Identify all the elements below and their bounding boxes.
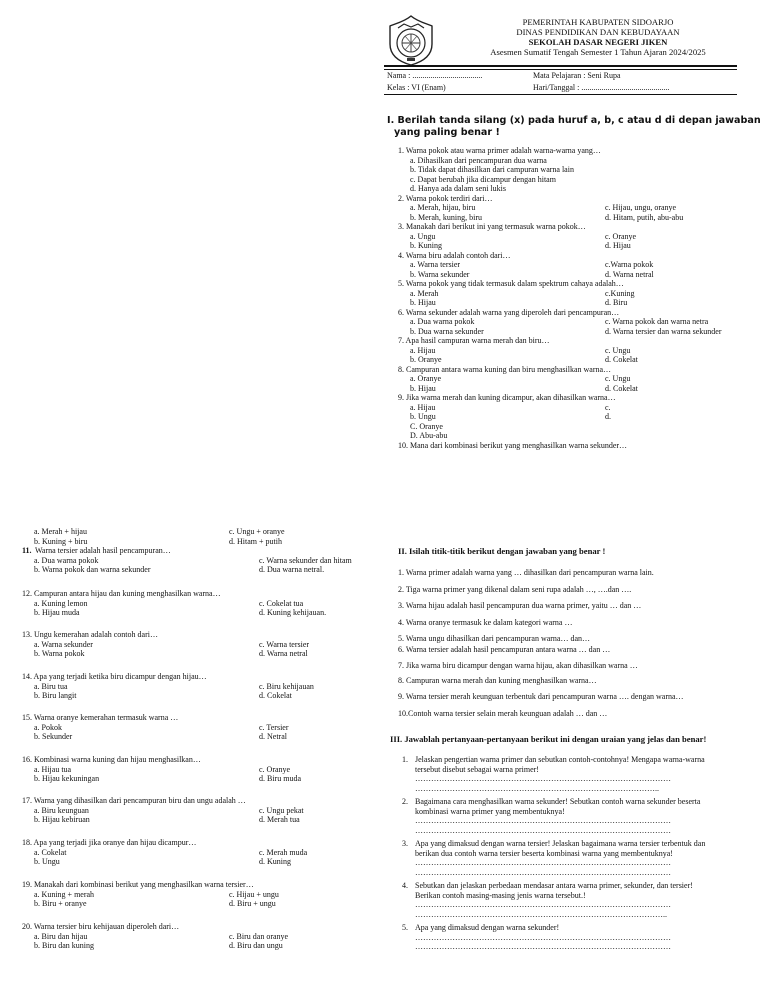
- option-b: b. Merah, kuning, biru: [410, 212, 482, 222]
- essay-text: Apa yang dimaksud dengan warna tersier! Jelaskan bagaimana warna tersier terbentuk dan: [415, 839, 706, 848]
- essay-number: 5.: [402, 923, 408, 932]
- option-d: d. Warna tersier dan warna sekunder: [605, 326, 722, 336]
- answer-line: …………………………………………………………………………………..: [415, 909, 667, 919]
- option-a: a. Warna tersier: [410, 260, 461, 269]
- answer-line: ……………………………………………………………………………………: [415, 900, 671, 909]
- option-c: c. Biru dan oranye: [229, 931, 289, 941]
- essay-number: 3.: [402, 839, 408, 848]
- option-c: c. Dapat berubah jika dicampur dengan hitam: [410, 174, 556, 184]
- option-a: a. Kuning lemon: [34, 598, 88, 608]
- date-field: Hari/Tanggal : ............................................: [533, 83, 670, 92]
- fill-item-9: 9. Warna tersier merah keunguan terbentuk dari pencampuran warna …. dengan warna…: [398, 692, 684, 701]
- question-text: 12. Campuran antara hijau dan kuning menghasilkan warna…: [22, 589, 221, 598]
- option-b: b. Warna pokok: [34, 649, 85, 658]
- question-text: 18. Apa yang terjadi jika oranye dan hijau dicampur…: [22, 838, 197, 847]
- essay-number: 1.: [402, 755, 408, 764]
- fill-item-7: 7. Jika warna biru dicampur dengan warna hijau, akan dihasilkan warna …: [398, 661, 638, 670]
- option-a: a. Dua warna pokok: [34, 555, 99, 565]
- option-c: c. Warna tersier: [259, 639, 310, 649]
- option-c: c. Oranye: [605, 231, 637, 241]
- option-c: c. Ungu: [605, 345, 631, 355]
- fill-item-2: 2. Tiga warna primer yang dikenal dalam seni rupa adalah …, ….dan ….: [398, 584, 632, 594]
- option-b: b. Warna sekunder: [410, 269, 470, 279]
- fill-item-8: 8. Campuran warna merah dan kuning menghasilkan warna…: [398, 676, 597, 685]
- question-text: 16. Kombinasi warna kuning dan hijau menghasilkan…: [22, 755, 201, 764]
- option-b: b. Kuning + biru: [34, 536, 88, 546]
- option-b: b. Hijau: [410, 298, 436, 307]
- option-a: a. Merah: [410, 288, 439, 298]
- question-number: 11.: [22, 546, 32, 555]
- option-c: c. Ungu: [605, 374, 631, 383]
- option-d: d. Cokelat: [259, 691, 292, 700]
- header-government: PEMERINTAH KABUPATEN SIDOARJO: [522, 17, 674, 27]
- section-3-title: III. Jawablah pertanyaan-pertanyaan berikut ini dengan uraian yang jelas dan benar!: [390, 734, 707, 744]
- option-d: d. Dua warna netral.: [259, 565, 325, 574]
- question-text: 3. Manakah dari berikut ini yang termasuk warna pokok…: [398, 222, 586, 231]
- question-text: 17. Warna yang dihasilkan dari pencampuran biru dan ungu adalah …: [22, 796, 246, 805]
- question-text: 8. Campuran antara warna kuning dan biru menghasilkan warna…: [398, 364, 612, 374]
- answer-line: ……………………………………………………………………………………: [415, 942, 671, 951]
- essay-text-cont: Berikan contoh masing-masing jenis warna tersebut.!: [415, 890, 586, 900]
- question-text: 9. Jika warna merah dan kuning dicampur, akan dihasilkan warna…: [398, 393, 616, 402]
- essay-text-cont: berikan dua contoh warna tersier beserta kombinasi warna yang membentuknya!: [415, 848, 673, 858]
- essay-number: 4.: [402, 881, 408, 890]
- essay-text-cont: kombinasi warna primer yang membentuknya!: [415, 806, 565, 816]
- option-d: d. Netral: [259, 732, 287, 741]
- fill-item-1: 1. Warna primer adalah warna yang … dihasilkan dari pencampuran warna lain.: [398, 568, 654, 577]
- option-d: d. Cokelat: [605, 355, 638, 364]
- option-b: b. Biru langit: [34, 691, 77, 700]
- question-text: 1. Warna pokok atau warna primer adalah warna-warna yang…: [398, 146, 601, 155]
- option-b: b. Ungu: [410, 412, 436, 421]
- answer-line: ……………………………………………………………………………………: [415, 825, 671, 835]
- option-b: b. Hijau: [410, 383, 436, 393]
- fill-item-6: 6. Warna tersier adalah hasil pencampuran antara warna … dan …: [398, 644, 611, 654]
- option-c: c. Warna sekunder dan hitam: [259, 555, 352, 565]
- option-a: a. Kuning + merah: [34, 889, 95, 899]
- header-school: SEKOLAH DASAR NEGERI JIKEN: [528, 37, 668, 47]
- question-text: 6. Warna sekunder adalah warna yang diperoleh dari pencampuran…: [398, 307, 620, 317]
- option-d-alt: D. Abu-abu: [410, 431, 448, 440]
- option-c: c.Kuning: [605, 288, 635, 298]
- option-c: c. Merah muda: [259, 847, 308, 857]
- school-logo: [388, 14, 434, 66]
- header-department: DINAS PENDIDIKAN DAN KEBUDAYAAN: [516, 27, 680, 37]
- section-2-title: II. Isilah titik-titik berikut dengan jawaban yang benar !: [398, 546, 606, 556]
- question-text: 19. Manakah dari kombinasi berikut yang menghasilkan warna tersier…: [22, 880, 254, 889]
- option-c: c. Biru kehijauan: [259, 681, 314, 691]
- option-d: d. Hijau: [605, 241, 631, 250]
- option-d: d. Biru dan ungu: [229, 941, 283, 950]
- subject: Mata Pelajaran : Seni Rupa: [533, 71, 621, 80]
- option-a: a. Pokok: [34, 722, 62, 732]
- answer-line: ……………………………………………………………………………………: [415, 932, 671, 942]
- option-d: d. Biru + ungu: [229, 899, 276, 908]
- essay-text: Bagaimana cara menghasilkan warna sekunder! Sebutkan contoh warna sekunder beserta: [415, 797, 701, 806]
- question-text: 13. Ungu kemerahan adalah contoh dari…: [22, 630, 158, 639]
- essay-text: Apa yang dimaksud dengan warna sekunder!: [415, 923, 560, 932]
- option-d: d. Hitam, putih, abu-abu: [605, 212, 684, 222]
- question-text: 10. Mana dari kombinasi berikut yang menghasilkan warna sekunder…: [398, 440, 628, 450]
- option-b: b. Sekunder: [34, 732, 73, 741]
- essay-text: Sebutkan dan jelaskan perbedaan mendasar antara warna primer, sekunder, dan tersier!: [415, 881, 693, 890]
- option-b: b. Ungu: [34, 857, 60, 866]
- student-class: Kelas : VI (Enam): [387, 83, 446, 92]
- option-d: d. Biru: [605, 298, 628, 307]
- option-b: b. Oranye: [410, 355, 442, 364]
- option-b: b. Dua warna sekunder: [410, 326, 484, 336]
- option-a: a. Warna sekunder: [34, 639, 93, 649]
- option-c: c. Hijau, ungu, oranye: [605, 203, 677, 212]
- option-d: d. Warna netral: [259, 649, 308, 658]
- essay-text: Jelaskan pengertian warna primer dan sebutkan contoh-contohnya! Mengapa warna-warna: [415, 755, 705, 764]
- question-text: 20. Warna tersier biru kehijauan diperoleh dari…: [22, 922, 180, 931]
- answer-line: ……………………………………………………………………………………: [415, 774, 671, 783]
- option-d: d. Cokelat: [605, 383, 638, 393]
- option-d: d. Hitam + putih: [229, 536, 282, 546]
- question-text: 4. Warna biru adalah contoh dari…: [398, 250, 511, 260]
- option-d: d. Biru muda: [259, 774, 301, 783]
- option-b: b. Biru dan kuning: [34, 941, 94, 950]
- answer-line: ……………………………………………………………………………………: [415, 816, 671, 825]
- header-exam: Asesmen Sumatif Tengah Semester 1 Tahun Ajaran 2024/2025: [490, 47, 706, 57]
- option-a: a. Merah + hijau: [34, 527, 87, 536]
- option-a: a. Biru keunguan: [34, 805, 89, 815]
- essay-text-cont: tersebut disebut sebagai warna primer!: [415, 764, 539, 774]
- option-c: c. Ungu pekat: [259, 805, 304, 815]
- option-d: d. Hanya ada dalam seni lukis: [410, 184, 506, 193]
- question-text: 15. Warna oranye kemerahan termasuk warna …: [22, 713, 179, 722]
- option-d: d. Kuning: [259, 857, 291, 866]
- option-c: c. Tersier: [259, 722, 289, 732]
- answer-line: ………………………………………………………………………………..: [415, 783, 659, 793]
- option-c: c.: [605, 402, 611, 412]
- option-b: b. Tidak dapat dihasilkan dari campuran warna lain: [410, 165, 574, 174]
- fill-item-5: 5. Warna ungu dihasilkan dari pencampuran warna… dan…: [398, 634, 591, 643]
- option-c: c. Hijau + ungu: [229, 889, 279, 899]
- question-text: Warna tersier adalah hasil pencampuran…: [35, 546, 171, 555]
- section-1-title-cont: yang paling benar !: [394, 127, 500, 138]
- info-rule: [384, 94, 737, 95]
- option-a: a. Dua warna pokok: [410, 317, 475, 326]
- option-a: a. Hijau tua: [34, 764, 72, 774]
- question-text: 7. Apa hasil campuran warna merah dan biru…: [398, 336, 550, 345]
- option-a: a. Cokelat: [34, 847, 67, 857]
- option-d: d. Warna netral: [605, 269, 654, 279]
- option-d: d. Merah tua: [259, 815, 300, 824]
- option-a: a. Hijau: [410, 402, 436, 412]
- option-a: a. Dihasilkan dari pencampuran dua warna: [410, 155, 547, 165]
- fill-item-3: 3. Warna hijau adalah hasil pencampuran dua warna primer, yaitu … dan …: [398, 601, 642, 610]
- header-rule-thick: [384, 65, 737, 67]
- fill-item-4: 4. Warna oranye termasuk ke dalam kategori warna …: [398, 617, 573, 627]
- option-a: a. Oranye: [410, 374, 442, 383]
- option-b: b. Kuning: [410, 241, 442, 250]
- option-a: a. Biru dan hijau: [34, 931, 88, 941]
- option-a: a. Merah, hijau, biru: [410, 203, 476, 212]
- option-b: b. Hijau muda: [34, 608, 80, 617]
- option-c: c.Warna pokok: [605, 260, 654, 269]
- section-1-title: I. Berilah tanda silang (x) pada huruf a, b, c atau d di depan jawaban: [387, 115, 761, 126]
- fill-item-10: 10.Contoh warna tersier selain merah keunguan adalah … dan …: [398, 709, 608, 718]
- question-text: 14. Apa yang terjadi ketika biru dicampur dengan hijau…: [22, 672, 207, 681]
- question-text: 2. Warna pokok terdiri dari…: [398, 193, 493, 203]
- option-a: a. Biru tua: [34, 681, 68, 691]
- option-a: a. Ungu: [410, 231, 436, 241]
- essay-number: 2.: [402, 797, 408, 806]
- answer-line: ……………………………………………………………………………………: [415, 867, 671, 877]
- option-b: b. Hijau kebiruan: [34, 815, 90, 824]
- option-a: a. Hijau: [410, 345, 436, 355]
- student-name-field: Nama : ...................................: [387, 71, 483, 80]
- option-c-alt: C. Oranye: [410, 421, 443, 431]
- option-c: c. Warna pokok dan warna netra: [605, 317, 709, 326]
- option-c: c. Cokelat tua: [259, 598, 304, 608]
- answer-line: ……………………………………………………………………………………: [415, 858, 671, 867]
- option-c: c. Oranye: [259, 764, 291, 774]
- option-d: d. Kuning kehijauan.: [259, 608, 327, 617]
- option-b: b. Hijau kekuningan: [34, 774, 100, 783]
- option-d: d.: [605, 412, 611, 421]
- option-b: b. Warna pokok dan warna sekunder: [34, 565, 151, 574]
- option-b: b. Biru + oranye: [34, 899, 87, 908]
- question-text: 5. Warna pokok yang tidak termasuk dalam spektrum cahaya adalah…: [398, 279, 624, 288]
- option-c: c. Ungu + oranye: [229, 527, 285, 536]
